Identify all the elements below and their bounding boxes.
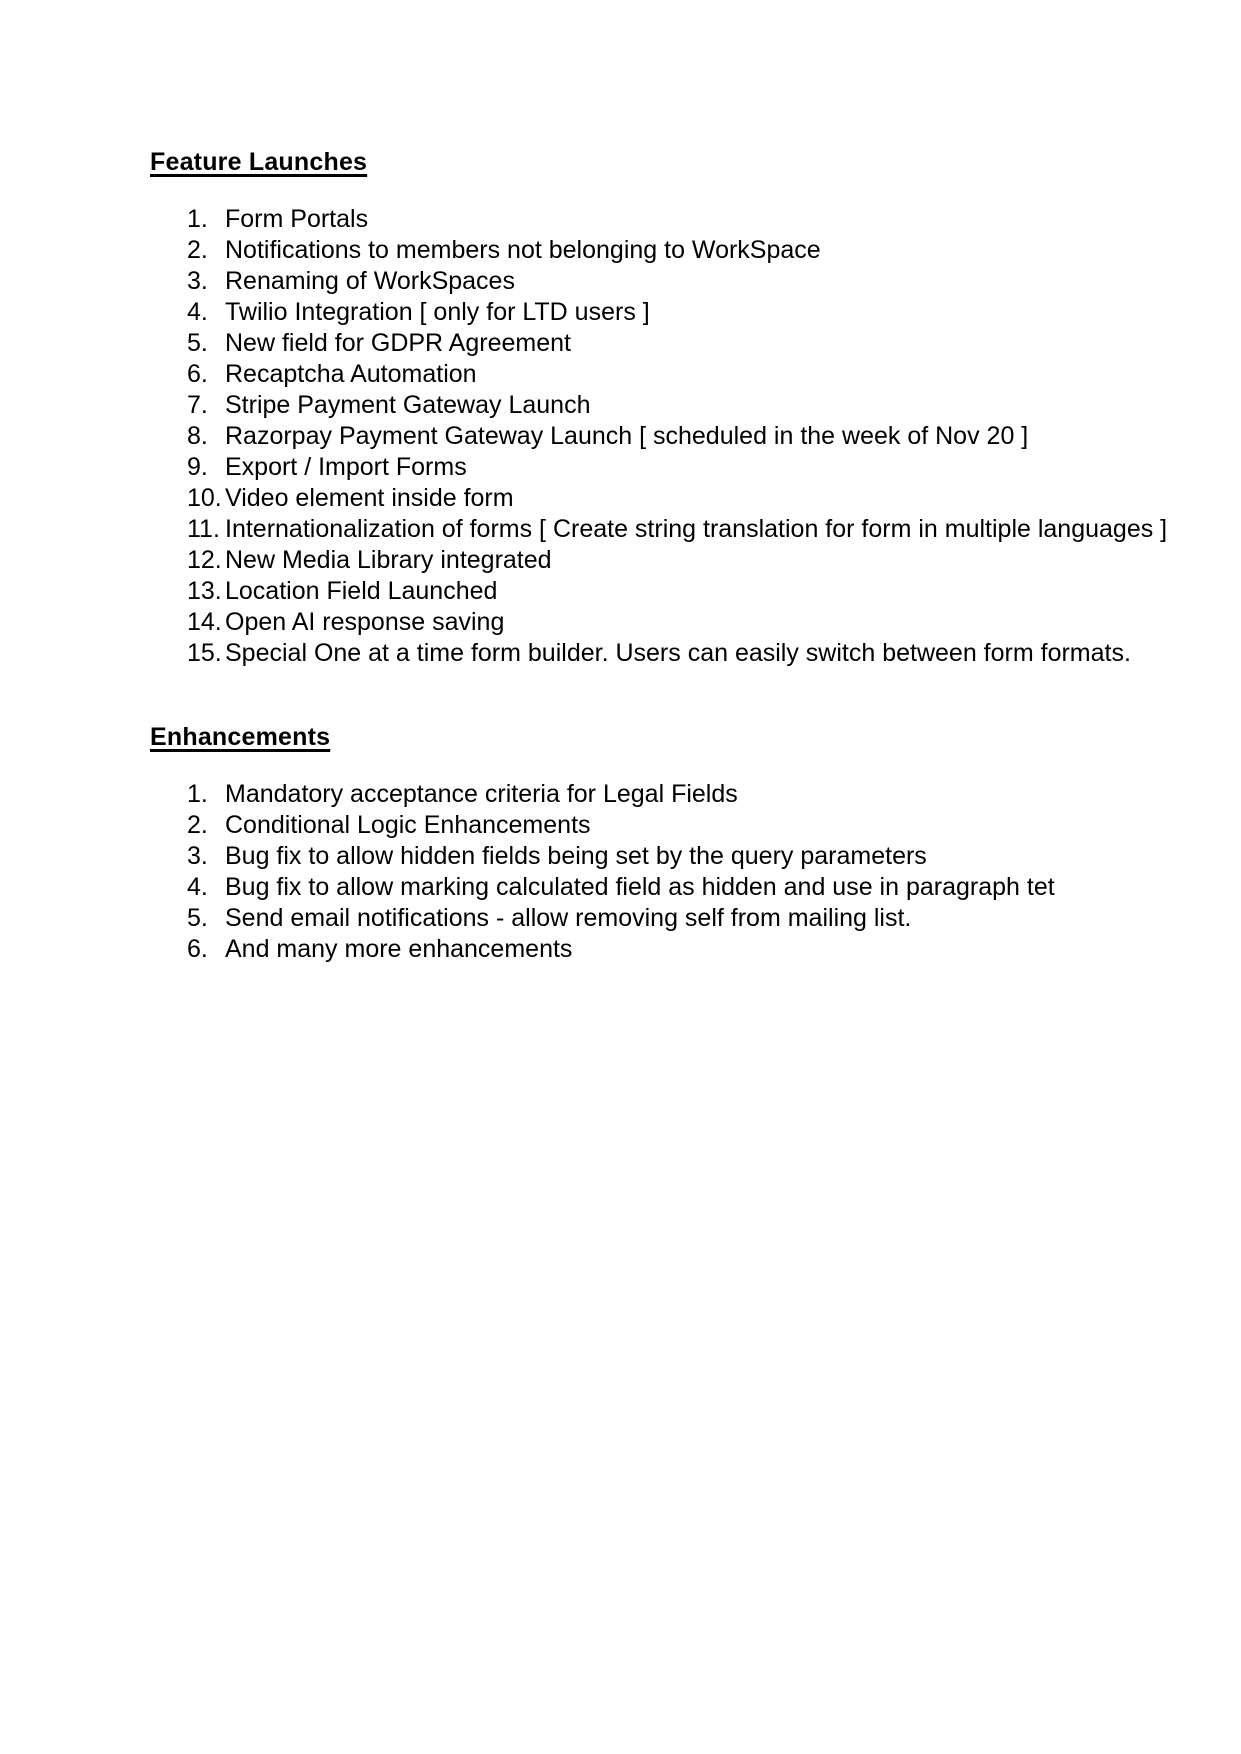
- list-item-number: 6.: [187, 360, 208, 388]
- list-item-text: Bug fix to allow hidden fields being set by the query parameters: [225, 842, 927, 870]
- list-item: [187, 421, 1091, 452]
- list-item: [187, 810, 1091, 841]
- list-item-number: 8.: [187, 422, 208, 450]
- list-item: [187, 638, 1131, 669]
- list-item: [187, 204, 1091, 235]
- list-item-text: New Media Library integrated: [225, 546, 552, 574]
- section-feature-launches: [150, 147, 1168, 669]
- list-item-number: 3.: [187, 267, 208, 295]
- list-item: [187, 576, 1091, 607]
- list-item-text: Internationalization of forms [ Create string translation for form in multiple languages ]: [225, 515, 1168, 543]
- list-item-text: Open AI response saving: [225, 608, 505, 636]
- list-item: [187, 297, 1091, 328]
- list-item-number: 15.: [187, 639, 222, 667]
- list-item: [187, 390, 1091, 421]
- list-item: [187, 483, 1091, 514]
- list-item: [187, 903, 1091, 934]
- list-item-text: Mandatory acceptance criteria for Legal Fields: [225, 780, 738, 808]
- list-item: [187, 841, 1091, 872]
- list-item-text: Conditional Logic Enhancements: [225, 811, 591, 839]
- section-enhancements: [150, 722, 1091, 965]
- list-item-number: 13.: [187, 577, 222, 605]
- enhancements-list: [150, 779, 1091, 965]
- list-item: [187, 934, 1091, 965]
- list-item: [187, 359, 1091, 390]
- list-item-text: Location Field Launched: [225, 577, 498, 605]
- list-item: [187, 452, 1091, 483]
- list-item-text: Video element inside form: [225, 484, 514, 512]
- list-item-number: 2.: [187, 811, 208, 839]
- list-item-number: 9.: [187, 453, 208, 481]
- list-item: [187, 266, 1091, 297]
- list-item-text: Form Portals: [225, 205, 369, 233]
- list-item: [187, 872, 1091, 903]
- list-item-number: 12.: [187, 546, 222, 574]
- list-item: [187, 545, 1091, 576]
- list-item-text: Send email notifications - allow removing self from mailing list.: [225, 904, 912, 932]
- enhancements-heading: Enhancements: [150, 723, 331, 751]
- list-item-number: 14.: [187, 608, 222, 636]
- list-item-text: Bug fix to allow marking calculated field as hidden and use in paragraph tet: [225, 873, 1055, 901]
- list-item-number: 4.: [187, 298, 208, 326]
- list-item-text: Recaptcha Automation: [225, 360, 477, 388]
- list-item-text: Special One at a time form builder. Users can easily switch between form formats.: [225, 639, 1131, 667]
- list-item-text: And many more enhancements: [225, 935, 573, 963]
- list-item-text: Twilio Integration [ only for LTD users ]: [225, 298, 650, 326]
- list-item-number: 5.: [187, 904, 208, 932]
- list-item-text: Export / Import Forms: [225, 453, 467, 481]
- list-item: [187, 607, 1091, 638]
- list-item: [187, 235, 1091, 266]
- list-item: [187, 779, 1091, 810]
- list-item-number: 6.: [187, 935, 208, 963]
- list-item-number: 3.: [187, 842, 208, 870]
- list-item-number: 11.: [187, 515, 220, 543]
- list-item-number: 5.: [187, 329, 208, 357]
- list-item-text: Stripe Payment Gateway Launch: [225, 391, 591, 419]
- list-item-text: Razorpay Payment Gateway Launch [ scheduled in the week of Nov 20 ]: [225, 422, 1029, 450]
- list-item-number: 7.: [187, 391, 208, 419]
- list-item-number: 10.: [187, 484, 222, 512]
- list-item-text: Renaming of WorkSpaces: [225, 267, 515, 295]
- list-item: [187, 514, 1168, 545]
- list-item-number: 2.: [187, 236, 208, 264]
- list-item-number: 1.: [187, 780, 208, 808]
- feature-launches-heading: Feature Launches: [150, 148, 368, 176]
- list-item: [187, 328, 1091, 359]
- list-item-text: New field for GDPR Agreement: [225, 329, 571, 357]
- list-item-text: Notifications to members not belonging to WorkSpace: [225, 236, 821, 264]
- list-item-number: 1.: [187, 205, 208, 233]
- list-item-number: 4.: [187, 873, 208, 901]
- feature-launches-list: [150, 204, 1168, 669]
